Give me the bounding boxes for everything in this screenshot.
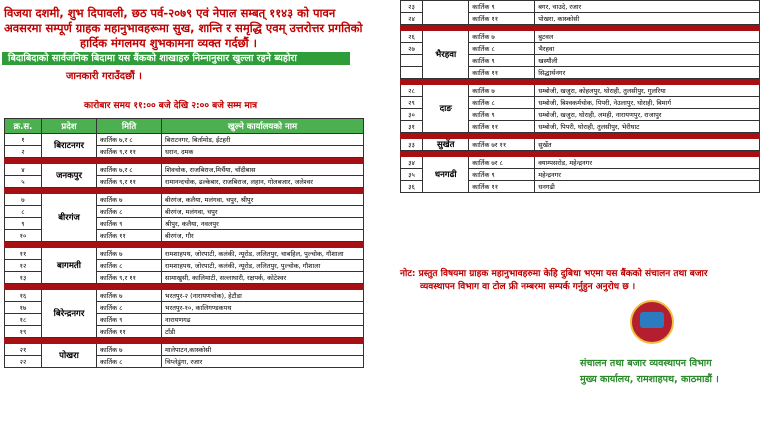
table-row <box>401 157 760 169</box>
row-sn: ३५ <box>401 169 423 181</box>
row-date: कार्तिक ८ <box>97 206 162 218</box>
row-province: बीरगंज <box>42 194 97 242</box>
row-sn: १३ <box>5 272 42 284</box>
bank-logo <box>630 300 674 344</box>
row-province: सुर्खेत <box>423 139 469 151</box>
row-date: कार्तिक ७ <box>97 194 162 206</box>
row-date: कार्तिक ९,र ११ <box>97 272 162 284</box>
table-row <box>5 194 364 206</box>
row-office: भरतपुर-१०, कालिगण्डकपथ <box>162 302 364 314</box>
col-date: मिति <box>97 119 162 134</box>
row-date: कार्तिक ८ <box>97 302 162 314</box>
row-sn: ३३ <box>401 139 423 151</box>
row-sn: १ <box>5 134 42 146</box>
row-date: कार्तिक ९ <box>469 55 535 67</box>
row-date: कार्तिक ७र ८ <box>469 157 535 169</box>
note-line-2: व्यवस्थापन विभाग वा टोल फ्री नम्बरमा सम्पर्क गर्नुहुन अनुरोध छ । <box>420 282 636 292</box>
row-office: रामशाहपथ, जोरपाटी, कलंकी, न्यूरोड, ललितपुर, चाबहिल, पुल्चोक, गौशाला <box>162 248 364 260</box>
row-sn: २ <box>5 146 42 158</box>
row-sn: १२ <box>5 260 42 272</box>
row-office: शिवचोक, राजबिराज,मिर्चैया, चाँदीबास <box>162 164 364 176</box>
row-sn: २३ <box>401 1 423 13</box>
row-sn: ३६ <box>401 181 423 193</box>
row-office: चिप्लेढुंगा, रजार <box>162 356 364 368</box>
row-sn: २७ <box>401 43 423 55</box>
row-sn: ११ <box>5 248 42 260</box>
row-date: कार्तिक ८ <box>97 356 162 368</box>
branch-table-left <box>4 118 364 368</box>
row-office: सिद्धार्थनगर <box>535 67 760 79</box>
row-office: भैरहवा <box>535 43 760 55</box>
row-date: कार्तिक ७र ११ <box>469 139 535 151</box>
row-date: कार्तिक ७ <box>469 31 535 43</box>
row-province: भैरहवा <box>423 31 469 79</box>
row-sn: ३४ <box>401 157 423 169</box>
row-date: कार्तिक ९ <box>469 109 535 121</box>
row-date: कार्तिक ९,र ११ <box>97 176 162 188</box>
row-province <box>423 1 469 25</box>
row-province: बागमती <box>42 248 97 284</box>
row-office: क्याम्पसरोड, महेन्द्रनगर <box>535 157 760 169</box>
row-date: कार्तिक ९ <box>469 169 535 181</box>
right-table-wrap <box>400 0 760 193</box>
row-sn <box>401 55 423 67</box>
notice-bar: बिदाबिदाको सार्वजनिक बिदामा यस बैंकको शाखाहरु निम्नानुसार खुल्ला रहने ब्यहोरा <box>2 52 350 65</box>
row-sn: १७ <box>5 302 42 314</box>
greeting-line-2: अवसरमा सम्पूर्ण ग्राहक महानुभावहरूमा सुख, शान्ति र समृद्धि एवम् उत्तरोत्तर प्रगतिको <box>4 21 363 35</box>
branch-table-right <box>400 0 760 193</box>
row-date: कार्तिक ७ <box>469 85 535 97</box>
left-panel <box>0 0 376 51</box>
row-date: कार्तिक ११ <box>97 326 162 338</box>
note-block <box>400 268 766 294</box>
row-sn: १८ <box>5 314 42 326</box>
row-office: मालेपाटन,कास्कोसी <box>162 344 364 356</box>
row-office: रामशाहपथ, जोरपाटी, कलंकी, न्यूरोड, ललितपुर, पुल्चोक, गौशाला <box>162 260 364 272</box>
row-date: कार्तिक ७,र ८ <box>97 134 162 146</box>
row-office: नारायणगढ <box>162 314 364 326</box>
row-sn: १९ <box>5 326 42 338</box>
table-header-row <box>5 119 364 134</box>
row-date: कार्तिक ११ <box>469 121 535 133</box>
row-sn: २२ <box>5 356 42 368</box>
row-date: कार्तिक ७ <box>97 290 162 302</box>
row-office: धनगढी <box>535 181 760 193</box>
row-date: कार्तिक ७ <box>97 344 162 356</box>
table-row <box>401 1 760 13</box>
row-office: टाँडी <box>162 326 364 338</box>
row-office: रामानन्दचोक, ढल्केबार, राजबिराज, लहान, गोलबजार, जलेश्वर <box>162 176 364 188</box>
row-sn: २९ <box>401 97 423 109</box>
business-hours: कारोबार समय ११:०० बजे देखि २:०० बजे सम्म मात्र <box>84 101 258 111</box>
row-date: कार्तिक ७,र ८ <box>97 164 162 176</box>
row-office: सुर्खेत <box>535 139 760 151</box>
row-date: कार्तिक ११ <box>469 181 535 193</box>
row-office: बीरगंज, गौर <box>162 230 364 242</box>
row-sn: २६ <box>401 31 423 43</box>
row-sn: ९ <box>5 218 42 230</box>
row-sn: ५ <box>5 176 42 188</box>
row-sn: ८ <box>5 206 42 218</box>
dept-line-1: संचालन तथा बजार व्यवस्थापन विभाग <box>580 358 712 369</box>
row-date: कार्तिक ८ <box>469 97 535 109</box>
row-sn: ३० <box>401 109 423 121</box>
row-office: बीरगंज, मलंगवा, चपुर <box>162 206 364 218</box>
row-office: धरान, दमक <box>162 146 364 158</box>
row-date: कार्तिक ११ <box>469 67 535 79</box>
table-row <box>5 134 364 146</box>
row-date: कार्तिक ९ <box>469 1 535 13</box>
note-line-1: नोट: प्रस्तुत विषयमा ग्राहक महानुभावहरुमा केहि दुबिधा भएमा यस बैंकको संचालन तथा बजार <box>400 269 708 279</box>
row-sn: २१ <box>5 344 42 356</box>
row-office: बिराटनगर, बिर्तामोड, ईटहरी <box>162 134 364 146</box>
row-province: जनकपुर <box>42 164 97 188</box>
row-office: धम्बोजी, पिपरी, घोराही, तुलसीपुर, भेरीघाट <box>535 121 760 133</box>
row-date: कार्तिक ९ <box>97 218 162 230</box>
row-province: बिरेन्द्रनगर <box>42 290 97 338</box>
row-sn: २४ <box>401 13 423 25</box>
table-row <box>401 85 760 97</box>
greeting-line-3: हार्दिक मंगलमय शुभकामना व्यक्त गर्दछौं । <box>80 36 257 50</box>
row-date: कार्तिक ७ <box>97 248 162 260</box>
row-office: धम्बोजी, बिश्वकर्मचोक, पिपरी, नेउलापुर, घोराही, बिमार्ग <box>535 97 760 109</box>
table-row <box>5 164 364 176</box>
row-office: बगर, चाउदे, रजार <box>535 1 760 13</box>
table-row <box>5 290 364 302</box>
row-sn: १० <box>5 230 42 242</box>
row-office: खस्यौली <box>535 55 760 67</box>
col-province: प्रदेश <box>42 119 97 134</box>
row-office: बुटवल <box>535 31 760 43</box>
row-office: पोखरा, कास्कोसी <box>535 13 760 25</box>
table-row <box>5 344 364 356</box>
row-office: श्रीपुर, कलैया, नवलपुर <box>162 218 364 230</box>
row-date: कार्तिक ११ <box>97 230 162 242</box>
row-province: दाङ <box>423 85 469 133</box>
row-office: धम्बोजी, खजुरा, कोहलपुर, घोराही, तुलसीपुर, गुलरिया <box>535 85 760 97</box>
row-sn: २८ <box>401 85 423 97</box>
row-sn: ४ <box>5 164 42 176</box>
left-table-wrap <box>4 118 364 368</box>
row-date: कार्तिक ९,र ११ <box>97 146 162 158</box>
greeting-line-1: विजया दशमी, शुभ दिपावली, छठ पर्व-२०७९ एवं नेपाल सम्बत् ११४३ को पावन <box>4 6 336 20</box>
table-row <box>401 31 760 43</box>
col-office: खुल्ने कार्यालयको नाम <box>162 119 364 134</box>
row-office: बीरगंज, कलैया, मलंगवा, चपुर, श्रीपुर <box>162 194 364 206</box>
row-date: कार्तिक ९ <box>97 314 162 326</box>
row-province: पोखरा <box>42 344 97 368</box>
row-sn: ७ <box>5 194 42 206</box>
dept-line-2: मुख्य कार्यालय, रामशाहपथ, काठमाडौं । <box>580 374 719 385</box>
row-date: कार्तिक ८ <box>469 43 535 55</box>
row-date: कार्तिक ८ <box>97 260 162 272</box>
row-province: बिराटनगर <box>42 134 97 158</box>
row-sn <box>401 67 423 79</box>
row-office: भरतपुर-२ (नारायणचोक), हेटौडा <box>162 290 364 302</box>
notice-line-2: जानकारी गराउँदछौं । <box>66 71 142 82</box>
table-row <box>401 139 760 151</box>
row-province: धनगढी <box>423 157 469 193</box>
row-date: कार्तिक ११ <box>469 13 535 25</box>
row-office: धम्बोजी, खजुरा, घोराही, लमही, नारायणपुर, राजापुर <box>535 109 760 121</box>
row-office: सामाखुसी, कालिमाटी, सल्लाघारी, रक्षपर्क, कोटेश्वर <box>162 272 364 284</box>
row-sn: १६ <box>5 290 42 302</box>
table-row <box>5 248 364 260</box>
row-office: महेन्द्रनगर <box>535 169 760 181</box>
col-sn: क्र.स. <box>5 119 42 134</box>
row-sn: ३१ <box>401 121 423 133</box>
